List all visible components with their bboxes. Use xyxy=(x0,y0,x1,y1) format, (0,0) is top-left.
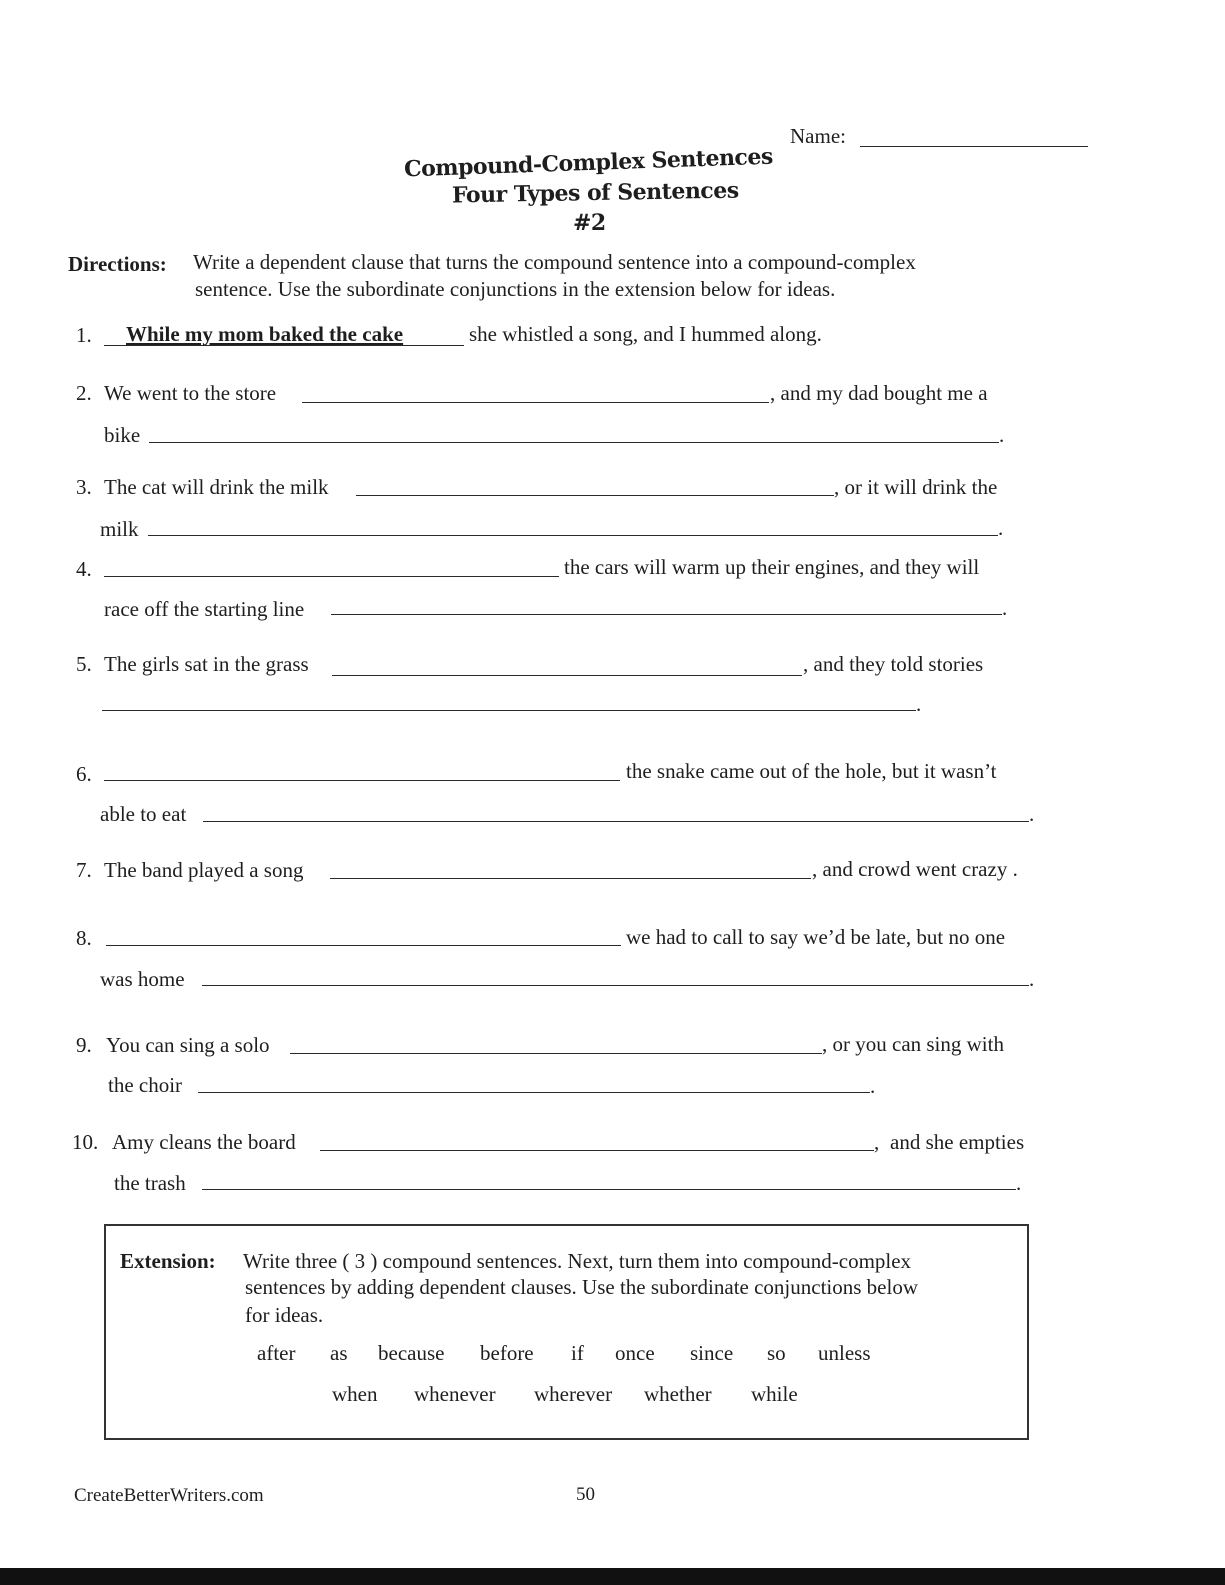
sentence-text: bike xyxy=(104,423,141,447)
item-number: 6. xyxy=(76,762,92,786)
conjunction-word: when xyxy=(332,1382,378,1406)
answer-blank[interactable] xyxy=(331,614,1002,615)
conjunction-word: whether xyxy=(644,1382,712,1406)
extension-text-2: sentences by adding dependent clauses. Use the subordinate conjunctions below xyxy=(245,1275,918,1299)
sentence-text: able to eat xyxy=(100,802,187,826)
sentence-text: , and crowd went crazy . xyxy=(812,857,1018,881)
extension-text-1: Write three ( 3 ) compound sentences. Next, turn them into compound-complex xyxy=(243,1249,912,1273)
period: . xyxy=(999,423,1005,447)
conjunction-word: once xyxy=(615,1341,655,1365)
item-number: 5. xyxy=(76,652,92,676)
sentence-text: milk xyxy=(100,517,139,541)
item-number: 7. xyxy=(76,858,92,882)
answer-blank[interactable] xyxy=(102,710,916,711)
directions-label: Directions: xyxy=(68,252,167,276)
period: . xyxy=(916,692,922,716)
sentence-text: the cars will warm up their engines, and they will xyxy=(564,555,980,579)
answer-blank[interactable] xyxy=(202,1189,1016,1190)
conjunction-word: unless xyxy=(818,1341,871,1365)
answer-blank[interactable] xyxy=(106,945,621,946)
sentence-text: we had to call to say we’d be late, but no one xyxy=(626,925,1006,949)
sentence-text: race off the starting line xyxy=(104,597,305,621)
page-subtitle: Four Types of Sentences xyxy=(451,177,739,209)
answer-blank[interactable] xyxy=(198,1092,870,1093)
answer-blank[interactable] xyxy=(148,535,998,536)
extension-text-3: for ideas. xyxy=(245,1303,324,1327)
name-field[interactable] xyxy=(860,146,1088,147)
conjunction-word: before xyxy=(480,1341,534,1365)
scan-edge xyxy=(0,1568,1225,1585)
conjunction-word: as xyxy=(330,1341,348,1365)
period: . xyxy=(998,516,1004,540)
footer-site: CreateBetterWriters.com xyxy=(74,1485,264,1506)
answer-blank[interactable] xyxy=(104,780,620,781)
item-number: 3. xyxy=(76,475,92,499)
answer-blank[interactable] xyxy=(203,821,1029,822)
sentence-text: , xyxy=(874,1130,880,1154)
conjunction-word: while xyxy=(751,1382,798,1406)
item-number: 8. xyxy=(76,926,92,950)
period: . xyxy=(1016,1171,1022,1195)
item-number: 2. xyxy=(76,381,92,405)
item-number: 10. xyxy=(72,1130,99,1154)
sentence-text: , or you can sing with xyxy=(822,1032,1004,1056)
directions-text-1: Write a dependent clause that turns the compound sentence into a compound-complex xyxy=(193,250,916,274)
answer-blank[interactable] xyxy=(332,675,802,676)
sentence-text: The band played a song xyxy=(104,858,304,882)
answer-blank[interactable] xyxy=(330,878,811,879)
sentence-text: , or it will drink the xyxy=(834,475,998,499)
page-number: 50 xyxy=(576,1484,595,1505)
page-title: Compound-Complex Sentences xyxy=(403,143,774,183)
sentence-text: the choir xyxy=(108,1073,183,1097)
period: . xyxy=(870,1074,876,1098)
conjunction-word: whenever xyxy=(414,1382,496,1406)
answer-blank[interactable] xyxy=(104,576,559,577)
sentence-text: , and they told stories xyxy=(803,652,984,676)
period: . xyxy=(1002,596,1008,620)
answer-blank[interactable] xyxy=(149,442,999,443)
sentence-text: and she empties xyxy=(890,1130,1025,1154)
sentence-text: she whistled a song, and I hummed along. xyxy=(469,322,822,346)
period: . xyxy=(1029,802,1035,826)
conjunction-word: since xyxy=(690,1341,734,1365)
directions-text-2: sentence. Use the subordinate conjunctions in the extension below for ideas. xyxy=(195,277,836,301)
answer-blank[interactable] xyxy=(290,1053,822,1054)
sentence-text: Amy cleans the board xyxy=(112,1130,296,1154)
answer-blank[interactable] xyxy=(320,1150,874,1151)
example-answer: While my mom baked the cake xyxy=(126,322,404,346)
sentence-text: You can sing a solo xyxy=(106,1033,270,1057)
name-label: Name: xyxy=(790,124,846,148)
item-number: 4. xyxy=(76,557,92,581)
conjunction-word: wherever xyxy=(534,1382,613,1406)
sentence-text: We went to the store xyxy=(104,381,277,405)
sentence-text: the snake came out of the hole, but it wasn’t xyxy=(626,759,997,783)
extension-label: Extension: xyxy=(120,1249,216,1273)
sentence-text: The cat will drink the milk xyxy=(104,475,329,499)
answer-blank[interactable] xyxy=(302,402,769,403)
sentence-text: was home xyxy=(100,967,185,991)
period: . xyxy=(1029,967,1035,991)
answer-blank[interactable] xyxy=(356,495,834,496)
sentence-text: The girls sat in the grass xyxy=(104,652,309,676)
sentence-text: the trash xyxy=(114,1171,186,1195)
answer-blank[interactable] xyxy=(202,985,1029,986)
item-number: 9. xyxy=(76,1033,92,1057)
worksheet-number: #2 xyxy=(573,210,606,236)
sentence-text: , and my dad bought me a xyxy=(770,381,988,405)
item-number: 1. xyxy=(76,323,92,347)
conjunction-word: after xyxy=(257,1341,296,1365)
conjunction-word: because xyxy=(378,1341,445,1365)
conjunction-word: if xyxy=(571,1341,584,1365)
conjunction-word: so xyxy=(767,1341,786,1365)
